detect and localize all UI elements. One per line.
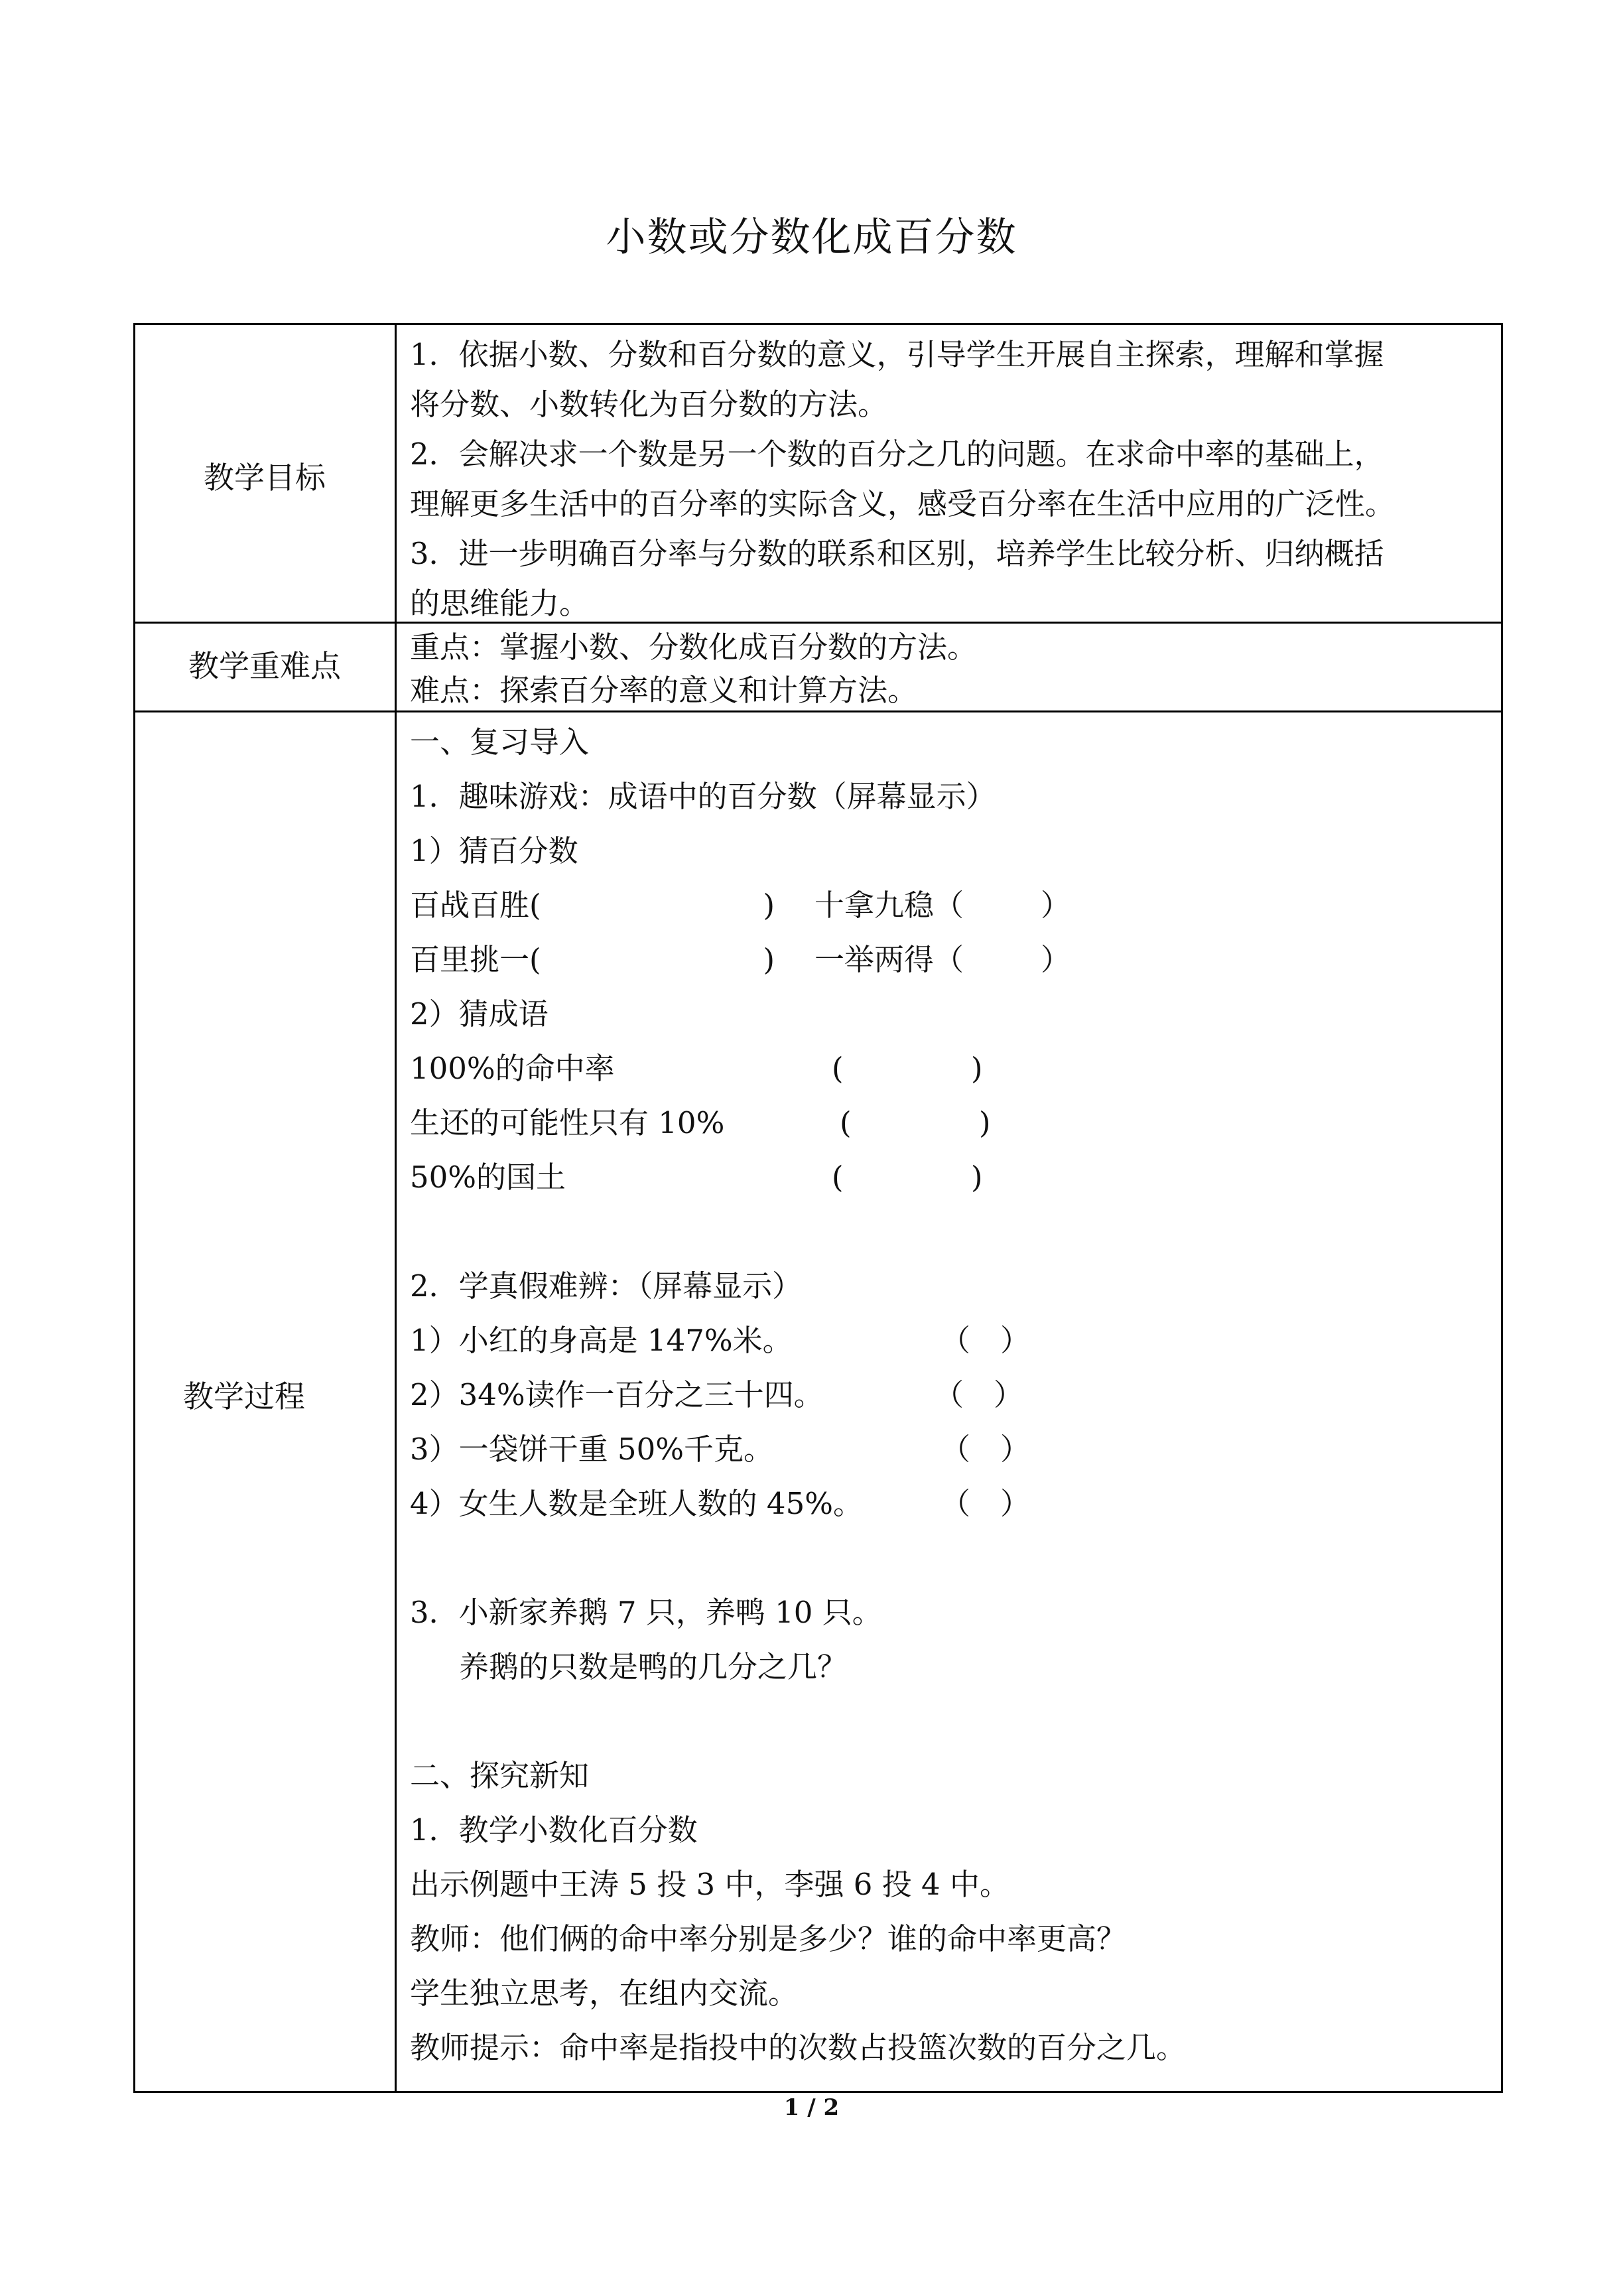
process-label: 教学过程: [183, 1379, 305, 1414]
idiom-left-close: ): [763, 888, 775, 923]
idiom-clue-open: (: [832, 1160, 844, 1195]
idiom-clue: [410, 1042, 1498, 1096]
truefalse-blank: （ ）: [941, 1486, 1031, 1521]
goals-line: 2．会解决求一个数是另一个数的百分之几的问题。在求命中率的基础上，: [410, 437, 1384, 472]
goals-line: 1．依据小数、分数和百分数的意义，引导学生开展自主探索，理解和掌握: [410, 337, 1384, 372]
truefalse-text: 3）一袋饼干重 50%千克。: [410, 1432, 773, 1467]
idiom-row: [410, 933, 1498, 987]
example-text: 出示例题中王涛 5 投 3 中，李强 6 投 4 中。: [410, 1867, 1009, 1902]
idiom-clue-text: 生还的可能性只有 10%: [410, 1105, 725, 1140]
goals-content: [410, 330, 1498, 628]
idiom-left: 百战百胜(: [410, 888, 541, 923]
truefalse-item: [410, 1314, 1498, 1368]
teacher-hint: 教师提示：命中率是指投中的次数占投篮次数的百分之几。: [410, 2030, 1187, 2065]
idiom-clue-open: (: [832, 1051, 844, 1086]
difficulty-content: [410, 626, 1498, 712]
idiom-clue-close: ): [979, 1105, 991, 1140]
idiom-clue-text: 100%的命中率: [410, 1051, 615, 1086]
goals-line: 3．进一步明确百分率与分数的联系和区别，培养学生比较分析、归纳概括: [410, 536, 1384, 571]
problem3-line1: 3．小新家养鹅 7 只，养鸭 10 只。: [410, 1595, 882, 1630]
teacher-question: 教师：他们俩的命中率分别是多少？谁的命中率更高？: [410, 1921, 1127, 1956]
spacer: [410, 1694, 1498, 1749]
goals-line: 将分数、小数转化为百分数的方法。: [410, 387, 888, 422]
student-action: 学生独立思考，在组内交流。: [410, 1976, 799, 2011]
spacer: [410, 1205, 1498, 1259]
truefalse-text: 4）女生人数是全班人数的 45%。: [410, 1486, 863, 1521]
goals-line: 的思维能力。: [410, 586, 590, 621]
guess-percent-title: 1）猜百分数: [410, 833, 578, 868]
idiom-clue-close: ): [971, 1051, 983, 1086]
table-border-right: [1501, 323, 1503, 2093]
idiom-right: 十拿九稳（: [814, 888, 964, 923]
idiom-clue-open: (: [840, 1105, 852, 1140]
truefalse-blank: （ ）: [941, 1323, 1031, 1358]
problem3-line2: 养鹅的只数是鸭的几分之几？: [459, 1649, 848, 1684]
idiom-right-close: ）: [1040, 942, 1071, 977]
idiom-clue: [410, 1150, 1498, 1205]
process-content: [410, 715, 1498, 2075]
truefalse-title: 2．学真假难辨：（屏幕显示）: [410, 1268, 803, 1304]
spacer: [410, 1531, 1498, 1586]
idiom-left-close: ): [763, 942, 775, 977]
page-number: 1 / 2: [783, 2094, 840, 2121]
difficulty-line: 重点：掌握小数、分数化成百分数的方法。: [410, 630, 978, 665]
difficulty-line: 难点：探索百分率的意义和计算方法。: [410, 673, 918, 708]
idiom-right: 一举两得（: [814, 942, 964, 977]
idiom-clue: [410, 1096, 1498, 1150]
teach-title: 1．教学小数化百分数: [410, 1812, 698, 1848]
truefalse-text: 1）小红的身高是 147%米。: [410, 1323, 793, 1358]
truefalse-blank: （ ）: [934, 1377, 1024, 1412]
document-title: 小数或分数化成百分数: [606, 214, 1017, 261]
game-title: 1．趣味游戏：成语中的百分数（屏幕显示）: [410, 779, 996, 814]
truefalse-blank: （ ）: [941, 1432, 1031, 1467]
goals-label: 教学目标: [204, 460, 326, 496]
truefalse-item: [410, 1477, 1498, 1531]
table-border-left: [133, 323, 135, 2093]
review-heading: 一、复习导入: [410, 724, 590, 760]
table-column-divider: [395, 323, 397, 2093]
idiom-clue-text: 50%的国土: [410, 1160, 566, 1195]
truefalse-item: [410, 1368, 1498, 1422]
idiom-right-close: ）: [1040, 888, 1071, 923]
difficulty-label: 教学重难点: [188, 648, 341, 684]
table-border-top: [133, 323, 1503, 325]
idiom-clue-close: ): [971, 1160, 983, 1195]
idiom-left: 百里挑一(: [410, 942, 541, 977]
goals-line: 理解更多生活中的百分率的实际含义，感受百分率在生活中应用的广泛性。: [410, 486, 1396, 521]
explore-heading: 二、探究新知: [410, 1758, 590, 1793]
guess-idiom-title: 2）猜成语: [410, 996, 549, 1032]
idiom-row: [410, 878, 1498, 933]
truefalse-text: 2）34%读作一百分之三十四。: [410, 1377, 824, 1412]
truefalse-item: [410, 1422, 1498, 1477]
